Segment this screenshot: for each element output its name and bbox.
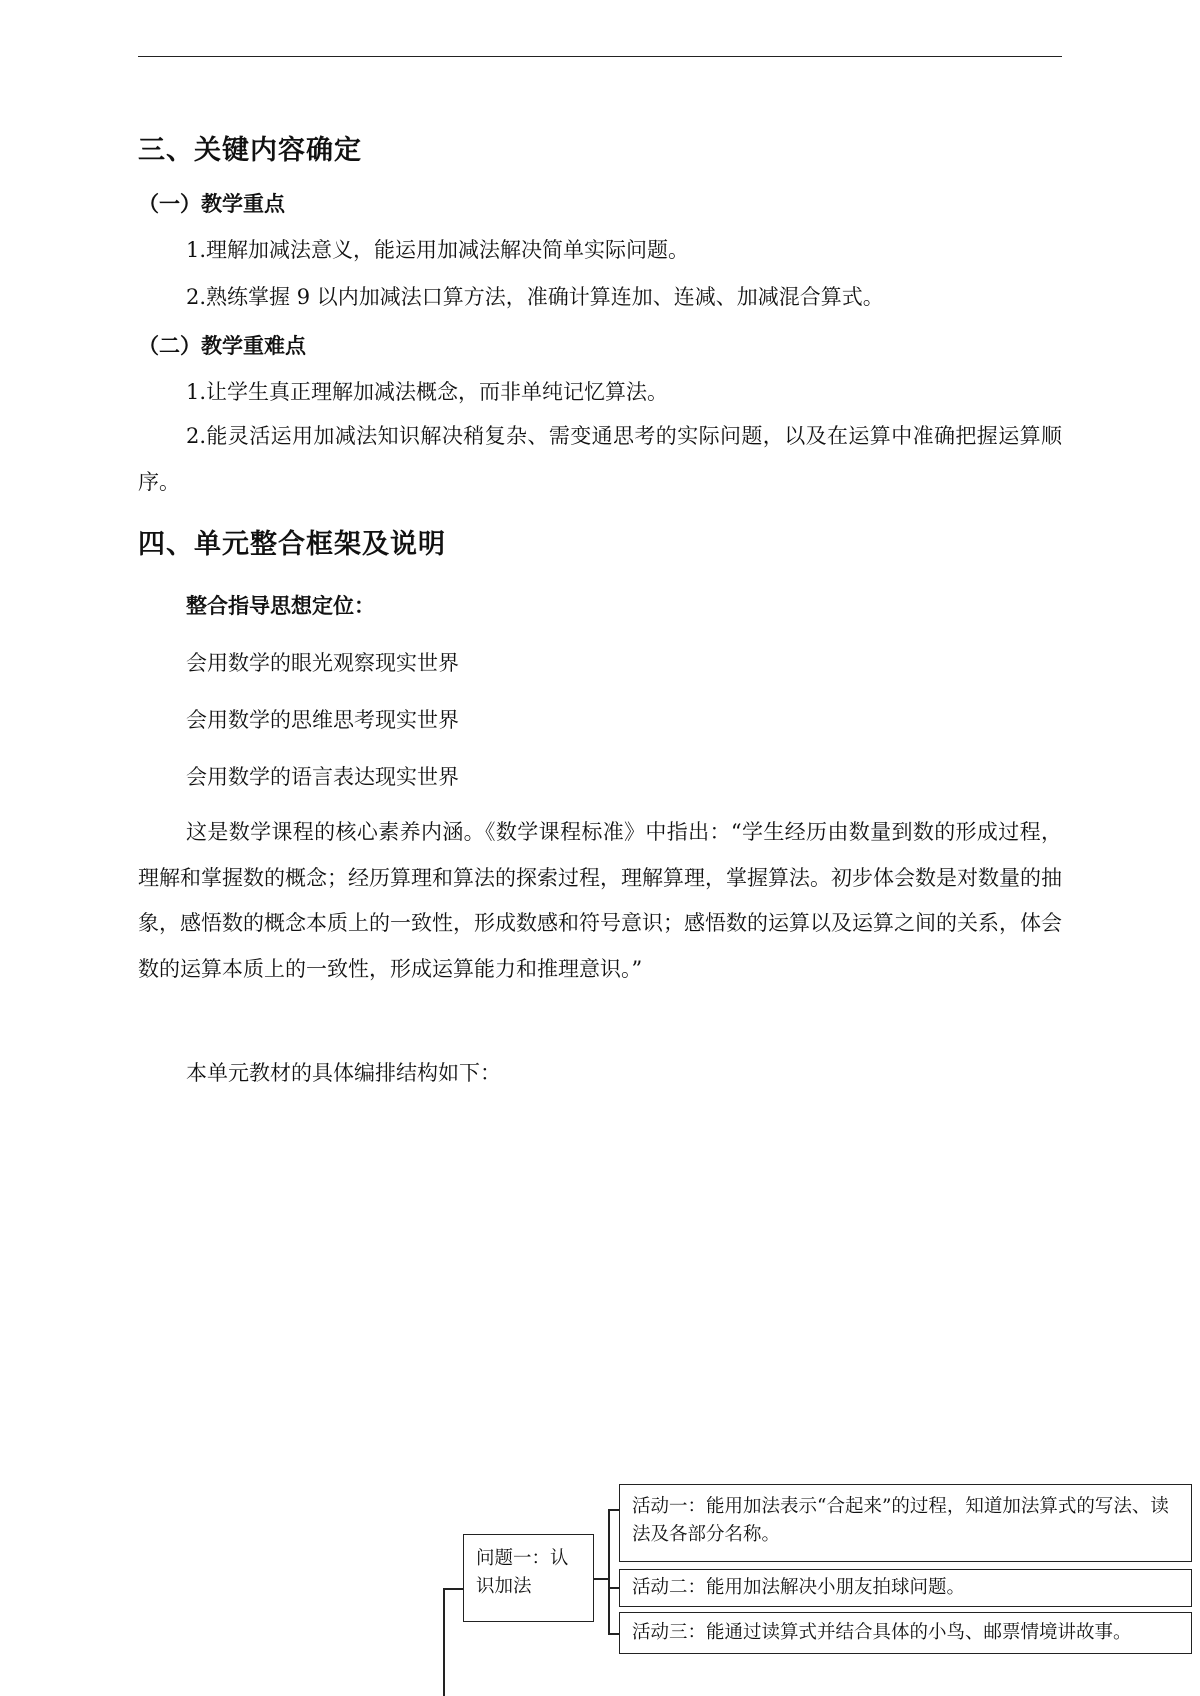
activity-3-box bbox=[619, 1612, 1192, 1654]
difficult-point-2: 2.能灵活运用加减法知识解决稍复杂、需变通思考的实际问题，以及在运算中准确把握运算顺序。 bbox=[138, 424, 1062, 494]
key-point-2: 2.熟练掌握 9 以内加减法口算方法，准确计算连加、连减、加减混合算式。 bbox=[186, 285, 884, 309]
guide-label: 整合指导思想定位： bbox=[186, 594, 375, 618]
problem-1-box bbox=[463, 1534, 594, 1622]
activity-1-box bbox=[619, 1484, 1192, 1562]
activity-bracket bbox=[608, 1509, 610, 1634]
problem-1-label: 问题一：认识加法 bbox=[476, 1548, 569, 1597]
difficult-point-1: 1.让学生真正理解加减法概念，而非单纯记忆算法。 bbox=[186, 380, 669, 404]
difficult-points-heading: （二）教学重难点 bbox=[138, 334, 306, 358]
key-point-1: 1.理解加减法意义，能运用加减法解决简单实际问题。 bbox=[186, 238, 690, 262]
activity-3-label: 活动三：能通过读算式并结合具体的小鸟、邮票情境讲故事。 bbox=[632, 1622, 1132, 1643]
curriculum-quote-paragraph: 这是数学课程的核心素养内涵。《数学课程标准》中指出：“学生经历由数量到数的形成过程，理解和掌握数的概念；经历算理和算法的探索过程，理解算理，掌握算法。初步体会数是对数量的抽象，感悟数的概念本质上的一致性，形成数感和符号意识；感悟数的运算以及运算之间的关系，体会数的运算本质上的一致性，形成运算能力和推理意识。” bbox=[138, 820, 1062, 981]
problem-1-connector bbox=[594, 1578, 609, 1580]
structure-intro: 本单元教材的具体编排结构如下： bbox=[186, 1061, 501, 1085]
guide-line-1: 会用数学的眼光观察现实世界 bbox=[186, 651, 459, 675]
key-points-heading: （一）教学重点 bbox=[138, 192, 285, 216]
trunk-line bbox=[443, 1588, 445, 1696]
section-4-title: 四、单元整合框架及说明 bbox=[138, 529, 446, 560]
activity-2-box bbox=[619, 1569, 1192, 1607]
activity-2-label: 活动二：能用加法解决小朋友拍球问题。 bbox=[632, 1577, 966, 1598]
section-3-title: 三、关键内容确定 bbox=[138, 135, 362, 166]
guide-line-3: 会用数学的语言表达现实世界 bbox=[186, 765, 459, 789]
header-rule bbox=[138, 56, 1062, 57]
activity-1-label: 活动一：能用加法表示“合起来”的过程，知道加法算式的写法、读法及各部分名称。 bbox=[632, 1496, 1169, 1545]
trunk-branch bbox=[443, 1588, 463, 1590]
guide-line-2: 会用数学的思维思考现实世界 bbox=[186, 708, 459, 732]
